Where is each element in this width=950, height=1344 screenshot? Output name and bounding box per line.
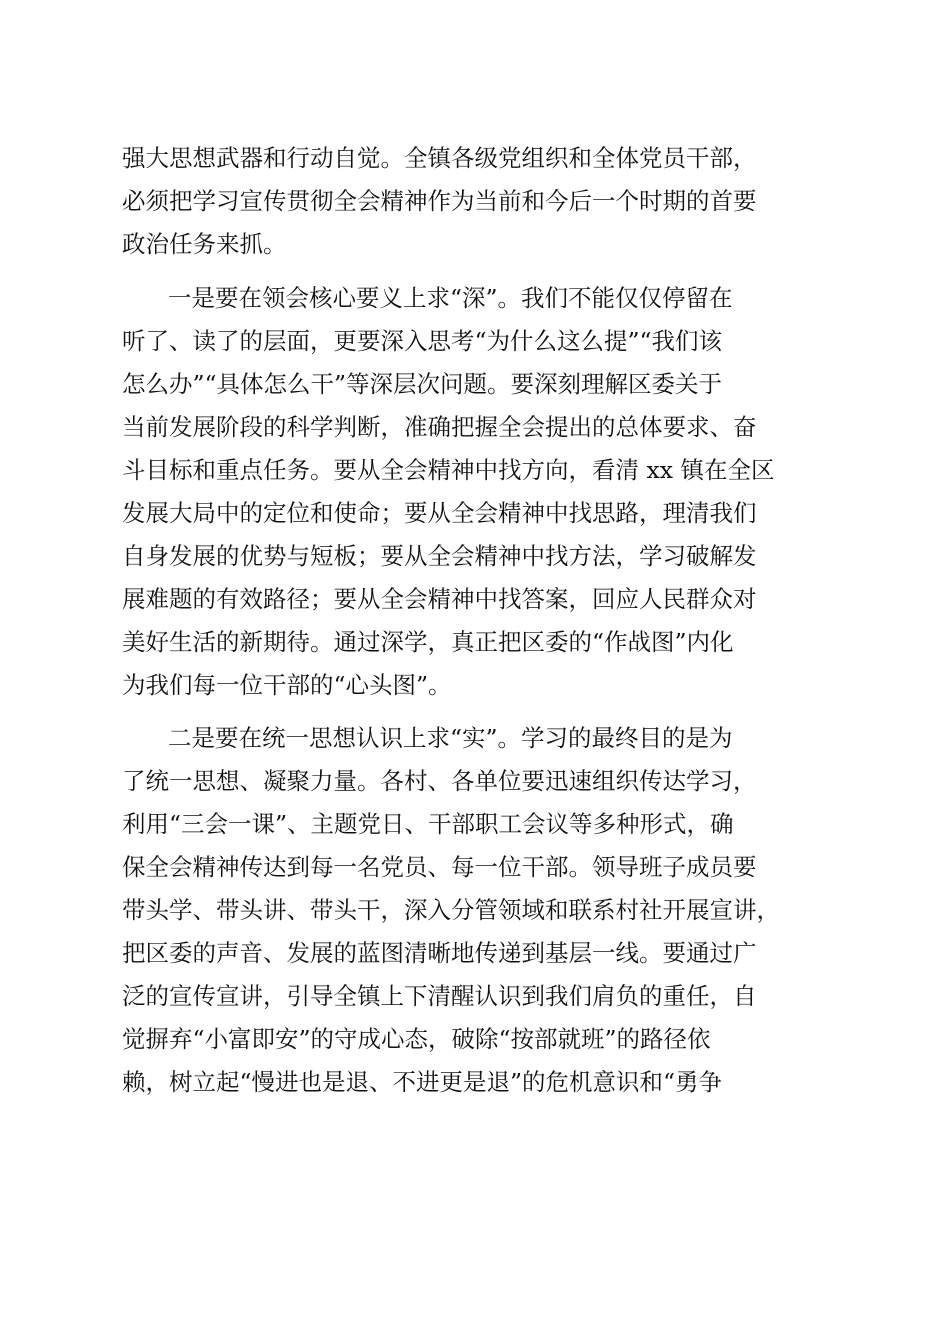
paragraph-2-first-line: 二是要在统一思想认识上求“实”。学习的最终目的是为 (168, 724, 733, 752)
text-line: 当前发展阶段的科学判断，准确把握全会提出的总体要求、奋 (122, 413, 757, 441)
text-line: 政治任务来抓。 (122, 230, 287, 258)
text-line: 为我们每一位干部的“心头图”。 (122, 671, 452, 699)
text-line: 了统一思想、凝聚力量。各村、各单位要迅速组织传达学习， (122, 767, 757, 795)
text-line: 带头学、带头讲、带头干，深入分管领域和联系村社开展宣讲， (122, 896, 780, 924)
text-line: 展难题的有效路径；要从全会精神中找答案，回应人民群众对 (122, 585, 757, 613)
text-line: 听了、读了的层面，更要深入思考“为什么这么提”“我们该 (122, 327, 723, 355)
text-line: 怎么办”“具体怎么干”等深层次问题。要深刻理解区委关于 (122, 370, 723, 398)
text-line: 发展大局中的定位和使命；要从全会精神中找思路，理清我们 (122, 499, 757, 527)
text-line: 保全会精神传达到每一名党员、每一位干部。领导班子成员要 (122, 853, 757, 881)
text-line: 强大思想武器和行动自觉。全镇各级党组织和全体党员干部， (122, 144, 757, 172)
text-line: 觉摒弃“小富即安”的守成心态，破除“按部就班”的路径依 (122, 1025, 711, 1053)
text-line: 泛的宣传宣讲，引导全镇上下清醒认识到我们肩负的重任，自 (122, 982, 757, 1010)
text-line: 利用“三会一课”、主题党日、干部职工会议等多种形式，确 (122, 810, 734, 838)
text-line: 赖，树立起“慢进也是退、不进更是退”的危机意识和“勇争 (122, 1068, 723, 1096)
text-line: 必须把学习宣传贯彻全会精神作为当前和今后一个时期的首要 (122, 187, 757, 215)
paragraph-1-first-line: 一是要在领会核心要义上求“深”。我们不能仅仅停留在 (168, 284, 733, 312)
text-line: 美好生活的新期待。通过深学，真正把区委的“作战图”内化 (122, 628, 734, 656)
text-line: 自身发展的优势与短板；要从全会精神中找方法，学习破解发 (122, 542, 757, 570)
text-line: 斗目标和重点任务。要从全会精神中找方向，看清 xx 镇在全区 (122, 456, 775, 484)
text-line: 把区委的声音、发展的蓝图清晰地传递到基层一线。要通过广 (122, 939, 757, 967)
